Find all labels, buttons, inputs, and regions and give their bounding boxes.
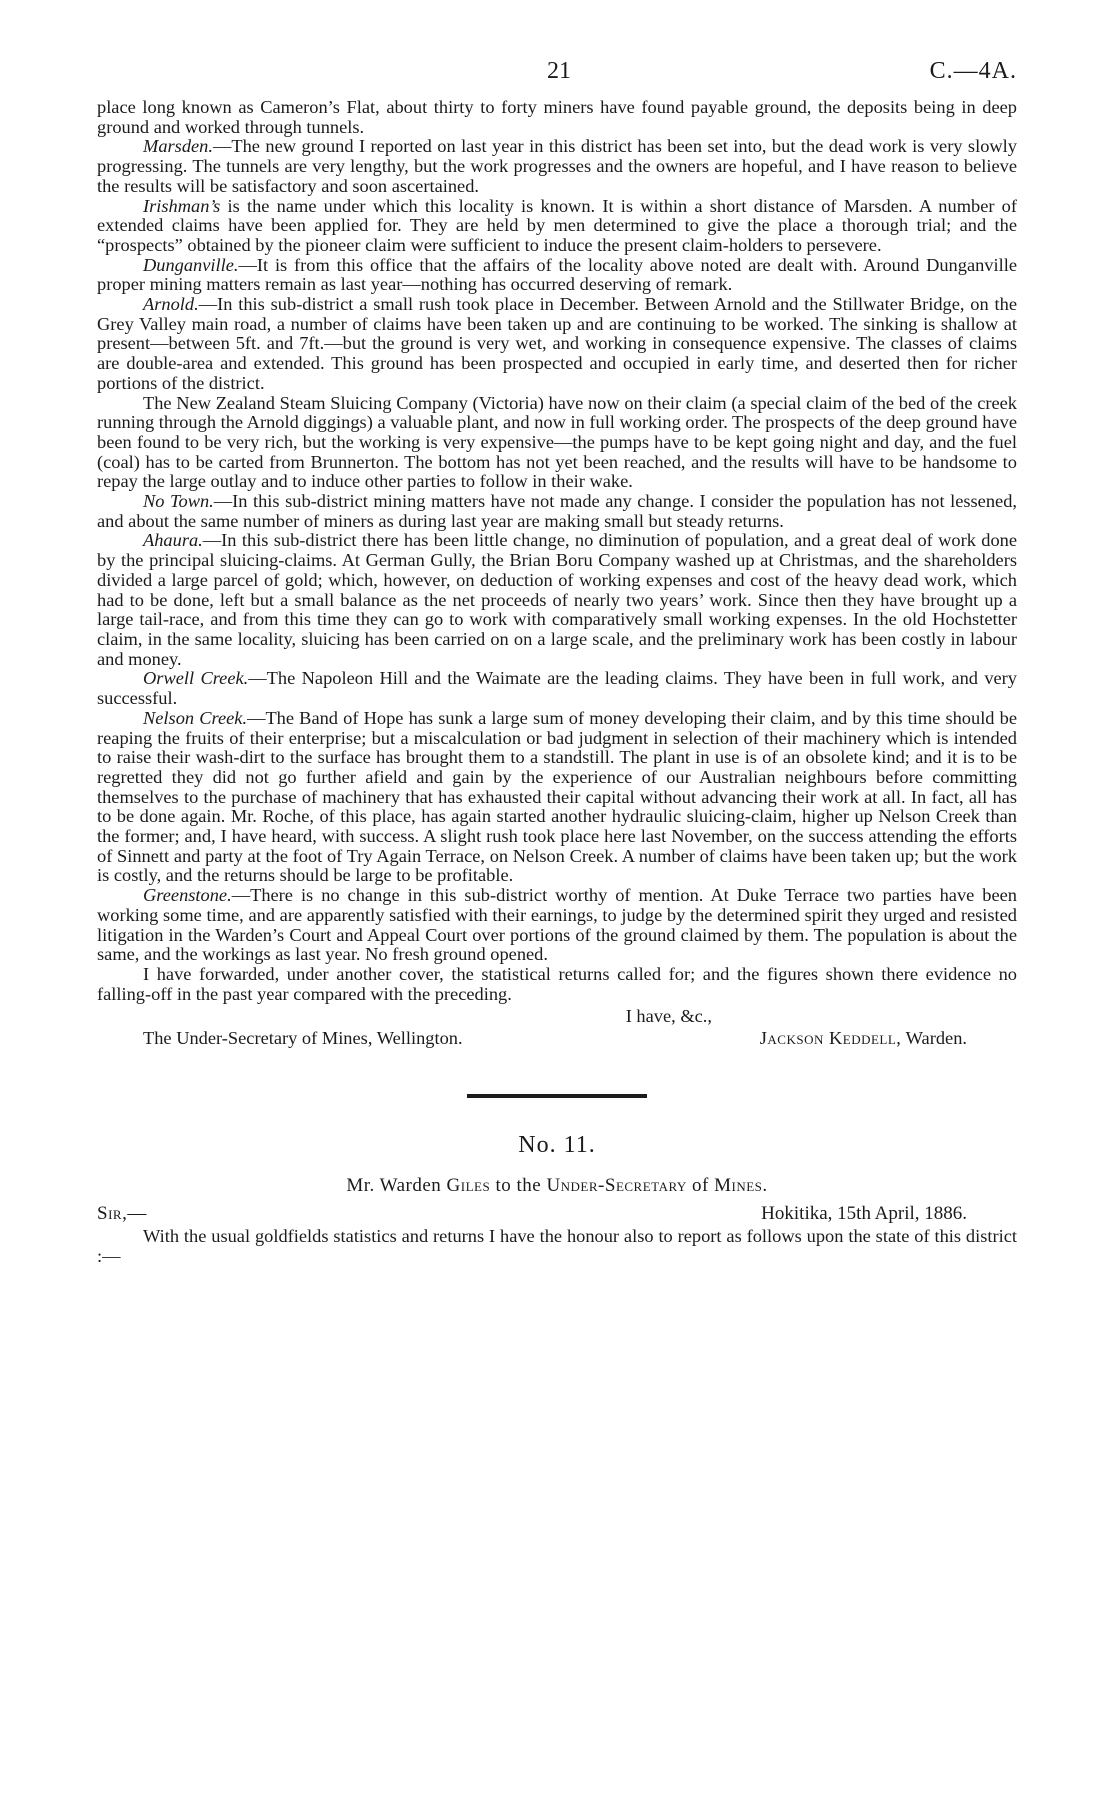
dateline: Hokitika, 15th April, 1886. <box>761 1203 967 1225</box>
paragraph <box>97 98 1017 137</box>
paragraph <box>97 886 1017 965</box>
locality-heading: Dunganville. <box>143 254 239 275</box>
paragraph-text: —There is no change in this sub-district worthy of mention. At Duke Terrace two parties have been working some time, and are apparently satisfied with their earnings, to judge by the determined spirit they urged and resisted litigation in the Warden’s Court and Appeal Court over portions of the ground claimed by them. The population is about the same, and the workings as last year. No fresh ground opened. <box>97 885 1017 965</box>
heading-dept: Mines <box>714 1175 763 1197</box>
paragraph <box>97 709 1017 886</box>
paragraph-text: —In this sub-district there has been little change, no diminution of population, and a great deal of work done by the principal sluicing-claims. At German Gully, the Brian Boru Company washed up at Christmas, and the shareholders divided a large parcel of gold; which, however, on deduction of working expenses and cost of the heavy dead work, which had to be done, left but a small balance as the net proceeds of nearly two years’ work. Since then they have brought up a large tail-race, and from this time they can go to work with comparatively small working expenses. In the old Hochstetter claim, in the same locality, sluicing has been carried on on a large scale, and the preliminary work has been costly in labour and money. <box>97 530 1017 669</box>
signature-name: Jackson Keddell, <box>759 1028 902 1049</box>
paragraph-text: is the name under which this locality is known. It is within a short distance of Marsden. A number of extended claims have been applied for. They are held by men determined to give the place a thorough trial; and the “prospects” obtained by the pioneer claim were sufficient to induce the present claim-holders to persevere. <box>97 195 1017 255</box>
section-number: No. 11. <box>518 1132 596 1159</box>
locality-heading: Orwell Creek. <box>143 668 249 689</box>
paragraph-text: —The Napoleon Hill and the Waimate are the leading claims. They have been in full work, and very successful. <box>97 668 1018 709</box>
heading-mid: to the <box>490 1175 547 1197</box>
page-header <box>97 58 1017 98</box>
paragraph-text: —The new ground I reported on last year in this district has been set into, but the dead work is very slowly progressing. The tunnels are very lengthy, but the work progresses and the owners are hopeful, and I have reason to believe the results will be satisfactory and soon ascertained. <box>97 136 1017 196</box>
paragraph <box>97 256 1017 295</box>
intro-paragraph: With the usual goldfields statistics and returns I have the honour also to report as follows upon the state of this district :— <box>97 1226 1017 1267</box>
section-divider <box>467 1094 647 1098</box>
paragraph <box>97 531 1017 669</box>
paragraph-text: —In this sub-district a small rush took place in December. Between Arnold and the Stillwater Bridge, on the Grey Valley main road, a number of claims have been taken up and are continuing to be worked. The sinking is shallow at present—between 5ft. and 7ft.—but the ground is very wet, and working in consequence expensive. The classes of claims are double-area and extended. This ground has been prospected and occupied in early time, and deserted then for richer portions of the district. <box>97 294 1017 393</box>
heading-prefix: Mr. Warden <box>346 1175 447 1197</box>
locality-heading: Marsden. <box>143 136 213 157</box>
heading-end: . <box>762 1175 768 1197</box>
closing-phrase: I have, &c., <box>625 1006 712 1027</box>
paragraph <box>97 492 1017 531</box>
paragraph <box>97 394 1017 493</box>
paragraph <box>97 295 1017 394</box>
paragraph-text: I have forwarded, under another cover, the statistical returns called for; and the figures shown there evidence no falling-off in the past year compared with the preceding. <box>97 963 1017 1004</box>
heading-recipient: Under-Secretary <box>546 1175 687 1197</box>
locality-heading: Ahaura. <box>143 530 203 551</box>
paragraph-text: The New Zealand Steam Sluicing Company (Victoria) have now on their claim (a special claim of the bed of the creek running through the Arnold diggings) a valuable plant, and now in full working order. The prospects of the deep ground have been found to be very rich, but the working is very expensive—the pumps have to be kept going night and day, and the fuel (coal) has to be carted from Brunnerton. The bottom has not yet been reached, and the results will have to be handsome to repay the large outlay and to induce other parties to follow in their wake. <box>97 392 1018 492</box>
locality-heading: Nelson Creek. <box>143 707 248 728</box>
signature-title: Warden. <box>901 1028 967 1049</box>
report-body <box>97 98 1017 1004</box>
paragraph-text: —It is from this office that the affairs of the locality above noted are dealt with. Around Dunganville proper mining matters remain as last year—nothing has occurred deserving of remark. <box>97 254 1017 295</box>
section-heading <box>97 1175 1017 1197</box>
paragraph-text: —In this sub-district mining matters have not made any change. I consider the population has not lessened, and about the same number of miners as during last year are making small but steady returns. <box>97 491 1017 531</box>
salutation: Sir,— <box>97 1203 147 1225</box>
heading-of: of <box>686 1175 715 1197</box>
paragraph <box>97 197 1017 256</box>
heading-name: Giles <box>446 1175 491 1197</box>
salutation-row <box>97 1203 1017 1227</box>
locality-heading: Irishman’s <box>143 195 221 216</box>
intro-block <box>97 1227 1017 1266</box>
signature <box>760 1028 967 1048</box>
paragraph-text: place long known as Cameron’s Flat, about thirty to forty miners have found payable ground, the deposits being in deep ground and worked through tunnels. <box>97 97 1017 137</box>
closing-signature-line <box>97 1026 1017 1050</box>
recipient: The Under-Secretary of Mines, Wellington. <box>143 1028 463 1049</box>
document-reference: C.—4A. <box>929 58 1017 84</box>
locality-heading: No Town. <box>143 491 214 512</box>
document-page <box>97 58 1017 1267</box>
paragraph <box>97 669 1017 708</box>
page-number: 21 <box>547 58 571 84</box>
locality-heading: Arnold. <box>143 294 199 315</box>
paragraph <box>97 965 1017 1004</box>
paragraph-text: —The Band of Hope has sunk a large sum of money developing their claim, and by this time should be reaping the fruits of their enterprise; but a miscalculation or bad judgment in selection of their machinery which is intended to raise their wash-dirt to the surface has brought them to a standstill. The plant in use is of an obsolete kind; and it is to be regretted they did not go further afield and gain by the experience of our Australian neighbours before committing themselves to the purchase of machinery that has exhausted their capital without advancing their work at all. In fact, all has to be done again. Mr. Roche, of this place, has again started another hydraulic sluicing-claim, higher up Nelson Creek than the former; and, I have heard, with success. A slight rush took place here last November, on the success attending the efforts of Sinnett and party at the foot of Try Again Terrace, on Nelson Creek. A number of claims have been taken up; but the work is costly, and the returns should be large to be profitable. <box>97 707 1018 886</box>
letter-closing <box>97 1006 1017 1050</box>
locality-heading: Greenstone. <box>143 885 232 906</box>
paragraph <box>97 137 1017 196</box>
